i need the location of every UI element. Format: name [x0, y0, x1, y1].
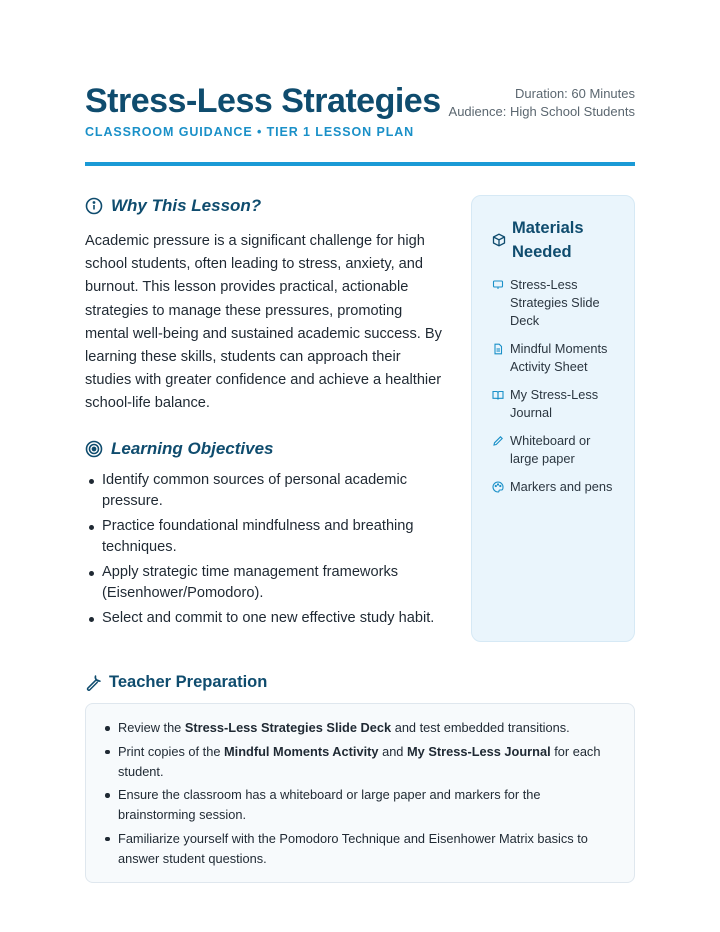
list-item: Apply strategic time management frameworks (Eisenhower/Pomodoro). [85, 562, 445, 605]
material-label: Mindful Moments Activity Sheet [510, 341, 608, 374]
document-icon [492, 343, 504, 355]
objectives-heading [85, 438, 445, 460]
list-item [492, 432, 620, 468]
pencil-icon [492, 435, 504, 447]
list-item: Print copies of the Mindful Moments Activity and My Stress-Less Journal for each student. [102, 742, 614, 782]
material-label: Markers and pens [510, 479, 613, 494]
duration-text: Duration: 60 Minutes [515, 86, 635, 101]
book-icon [492, 389, 504, 401]
materials-list [492, 276, 620, 496]
palette-icon [492, 481, 504, 493]
list-item: Practice foundational mindfulness and breathing techniques. [85, 516, 445, 559]
objectives-heading-text: Learning Objectives [111, 438, 274, 458]
why-heading-text: Why This Lesson? [111, 196, 262, 215]
prep-heading [85, 673, 267, 692]
list-item [492, 340, 620, 376]
presentation-icon [492, 279, 504, 291]
audience-text: Audience: High School Students [448, 104, 635, 119]
main-content [85, 195, 445, 632]
box-icon [492, 233, 506, 247]
objectives-list [85, 470, 445, 630]
page-subtitle: CLASSROOM GUIDANCE • TIER 1 LESSON PLAN [85, 125, 415, 139]
prep-list [102, 718, 614, 869]
material-label: Whiteboard or large paper [510, 433, 591, 466]
list-item: Review the Stress-Less Strategies Slide Deck and test embedded transitions. [102, 718, 614, 738]
list-item: Familiarize yourself with the Pomodoro Technique and Eisenhower Matrix basics to answer student questions. [102, 829, 614, 869]
materials-heading [492, 216, 620, 264]
list-item [492, 478, 620, 496]
target-icon [85, 440, 103, 458]
materials-heading-text: Materials Needed [512, 219, 584, 261]
info-icon [85, 197, 103, 215]
why-paragraph: Academic pressure is a significant challenge for high school students, often leading to stress, anxiety, and burnout. This lesson provides practical, actionable strategies to manage these pressures, promoting mental well-being and sustained academic success. By learning these skills, students can approach their studies with greater confidence and achieve a healthier school-life balance. [85, 233, 442, 412]
materials-panel [471, 195, 635, 642]
list-item [492, 386, 620, 422]
list-item: Ensure the classroom has a whiteboard or large paper and markers for the brainstorming session. [102, 785, 614, 825]
page-title: Stress-Less Strategies [85, 82, 441, 120]
prep-box [85, 703, 635, 883]
lesson-header [85, 80, 635, 168]
list-item: Select and commit to one new effective study habit. [85, 608, 445, 630]
list-item [492, 276, 620, 330]
why-heading [85, 195, 445, 217]
material-label: My Stress-Less Journal [510, 387, 599, 420]
list-item: Identify common sources of personal academic pressure. [85, 470, 445, 513]
wrench-icon [85, 674, 102, 691]
prep-heading-text: Teacher Preparation [109, 673, 268, 691]
material-label: Stress-Less Strategies Slide Deck [510, 277, 600, 328]
header-divider [85, 162, 635, 166]
lesson-meta [449, 85, 635, 121]
